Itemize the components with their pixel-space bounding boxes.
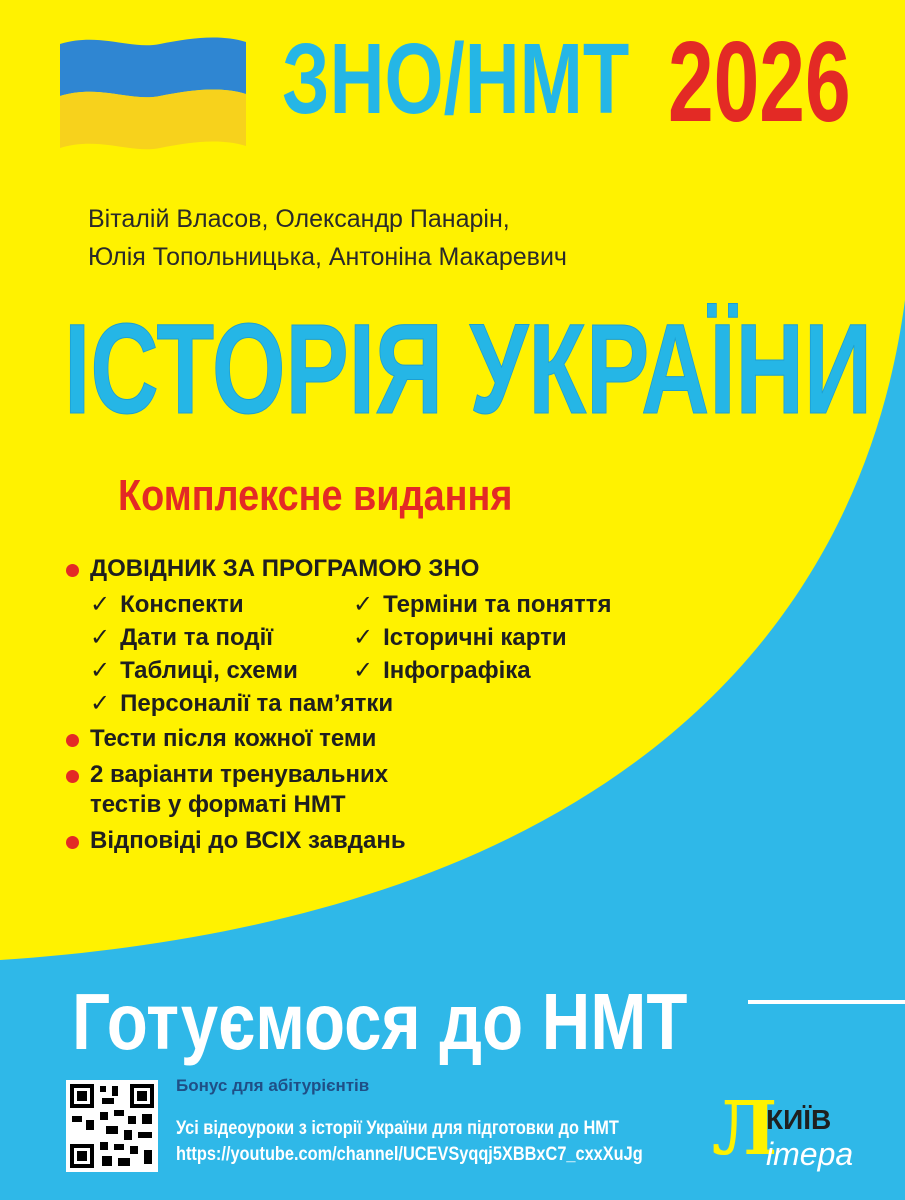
features-list xyxy=(62,554,662,862)
edition-year: 2026 xyxy=(668,19,851,146)
bullet-dot-icon xyxy=(66,734,79,747)
ukraine-flag-icon xyxy=(60,36,246,152)
feature-test-variants: 2 варіанти тренувальних тестів у форматі НМТ xyxy=(62,760,662,820)
slogan-underline xyxy=(748,1000,905,1004)
authors-line-1: Віталій Власов, Олександр Панарін, xyxy=(88,205,510,233)
checkmark-icon: ✓ xyxy=(353,624,374,651)
checkmark-icon: ✓ xyxy=(90,591,111,618)
check-item: ✓ Персоналії та пам’ятки xyxy=(90,690,394,717)
checkmark-icon: ✓ xyxy=(90,657,111,684)
check-item: ✓ Інфографіка xyxy=(353,657,531,684)
book-subtitle: Комплексне видання xyxy=(118,471,513,520)
publisher-logo xyxy=(700,1086,870,1182)
checkmark-icon: ✓ xyxy=(90,690,111,717)
feature-handbook: ДОВІДНИК ЗА ПРОГРАМОЮ ЗНО xyxy=(62,554,662,584)
authors-line-2: Юлія Топольницька, Антоніна Макаревич xyxy=(88,243,567,271)
feature-tests-topic: Тести після кожної теми xyxy=(62,724,662,754)
checkmark-icon: ✓ xyxy=(90,624,111,651)
checkmark-icon: ✓ xyxy=(353,657,374,684)
check-item: ✓ Терміни та поняття xyxy=(353,591,612,618)
check-item: ✓ Дати та події xyxy=(90,624,273,651)
authors xyxy=(88,200,567,276)
handbook-contents xyxy=(62,590,662,718)
book-title: ІСТОРІЯ УКРАЇНИ xyxy=(64,298,873,441)
publisher-logo-letter: Л xyxy=(712,1086,778,1172)
check-item: ✓ Конспекти xyxy=(90,591,244,618)
feature-answers: Відповіді до ВСІХ завдань xyxy=(62,826,662,856)
checkmark-icon: ✓ xyxy=(353,591,374,618)
check-item: ✓ Історичні карти xyxy=(353,624,567,651)
bullet-dot-icon xyxy=(66,836,79,849)
publisher-city: КИЇВ xyxy=(766,1104,832,1135)
publisher-name: ітера xyxy=(766,1136,854,1172)
exam-name: ЗНО/НМТ xyxy=(282,23,630,135)
bonus-youtube-link[interactable]: https://youtube.com/channel/UCEVSyqqj5XBBxC7_cxxXuJg xyxy=(176,1144,643,1165)
bullet-dot-icon xyxy=(66,564,79,577)
bullet-dot-icon xyxy=(66,770,79,783)
bonus-label: Бонус для абітурієнтів xyxy=(176,1076,370,1095)
qr-code-icon[interactable] xyxy=(66,1080,158,1172)
bonus-videos-text: Усі відеоуроки з історії України для підготовки до НМТ xyxy=(176,1118,619,1139)
check-item: ✓ Таблиці, схеми xyxy=(90,657,298,684)
series-slogan: Готуємося до НМТ xyxy=(72,977,688,1066)
